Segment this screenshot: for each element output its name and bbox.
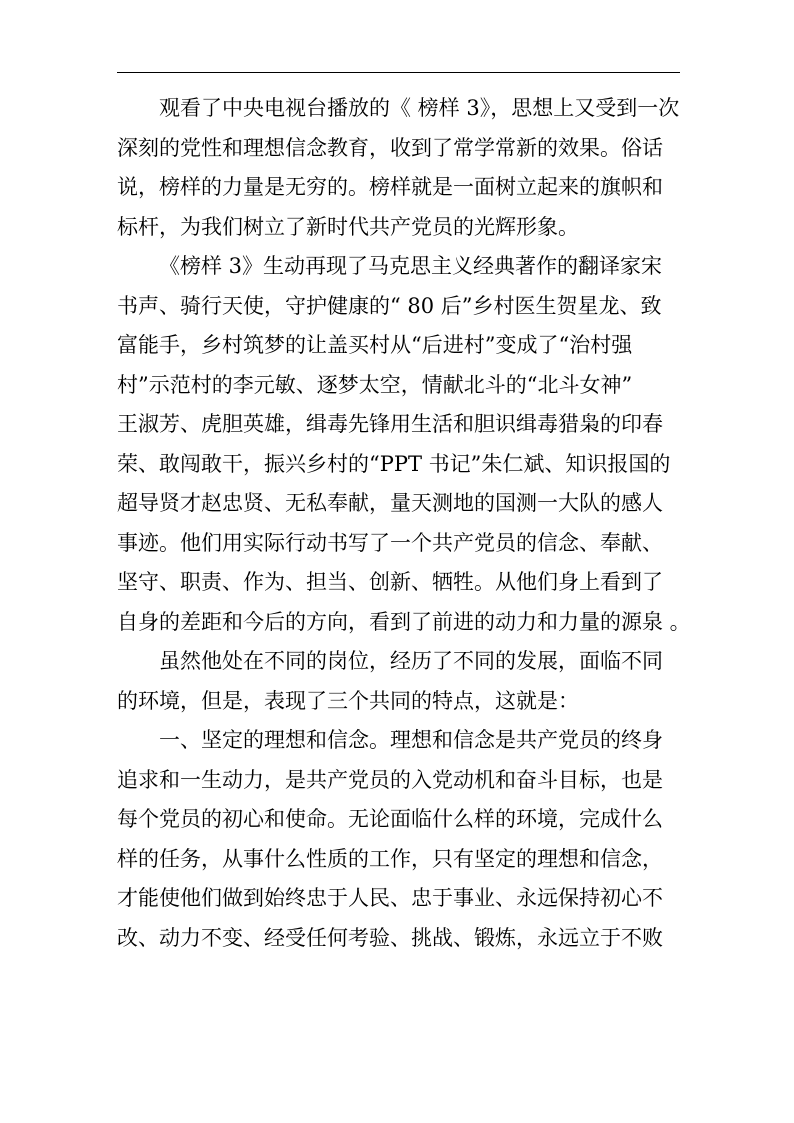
paragraph-3 (117, 642, 680, 721)
text-line: 样的任务，从事什么性质的工作，只有坚定的理想和信念， (117, 846, 663, 871)
text-line: 说，榜样的力量是无穷的。榜样就是一面树立起来的旗帜和 (117, 175, 663, 199)
text-line: 村”示范村的李元敏、逐梦太空，情献北斗的“北斗女神” (117, 372, 633, 397)
text-line: 追求和一生动力，是共产党员的入党动机和奋斗目标，也是 (117, 767, 663, 792)
text-line: 改、动力不变、经受任何考验、挑战、锻炼，永远立于不败 (117, 925, 663, 950)
text-line: 观看了中央电视台播放的《 榜样 3》，思想上又受到一次 (159, 96, 680, 120)
text-line: 才能使他们做到始终忠于人民、忠于事业、永远保持初心不 (117, 886, 663, 910)
paragraph-4 (117, 721, 680, 958)
text-line: 富能手，乡村筑梦的让盖买村从“后进村”变成了“治村强 (117, 333, 633, 357)
text-line: 的环境，但是，表现了三个共同的特点，这就是： (117, 688, 579, 713)
text-line: 标杆，为我们树立了新时代共产党员的光辉形象。 (117, 214, 579, 239)
paragraph-2 (117, 247, 691, 642)
text-line: 深刻的党性和理想信念教育，收到了常学常新的效果。俗话 (117, 135, 663, 160)
document-body (117, 89, 691, 958)
text-line: 书声、骑行天使，守护健康的“ 80 后”乡村医生贺星龙、致 (117, 293, 662, 318)
text-line: 一、坚定的理想和信念。理想和信念是共产党员的终身 (159, 728, 663, 752)
text-line: 荣、敢闯敢干，振兴乡村的“PPT 书记”朱仁斌、知识报国的 (117, 451, 671, 476)
text-line: 每个党员的初心和使命。无论面临什么样的环境，完成什么 (117, 807, 663, 831)
paragraph-1 (117, 89, 680, 247)
text-line: 超导贤才赵忠贤、无私奉献，量天测地的国测一大队的感人 (117, 491, 663, 515)
header-rule (117, 72, 680, 73)
text-line: 坚守、职责、作为、担当、创新、牺牲。从他们身上看到了 (117, 570, 663, 594)
text-line: 《榜样 3》生动再现了马克思主义经典著作的翻译家宋 (159, 254, 663, 278)
text-line: 王淑芳、虎胆英雄，缉毒先锋用生活和胆识缉毒猎枭的印春 (117, 412, 663, 436)
text-line: 自身的差距和今后的方向，看到了前进的动力和力量的源泉 。 (117, 609, 691, 634)
text-line: 虽然他处在不同的岗位，经历了不同的发展，面临不同 (159, 649, 663, 673)
text-line: 事迹。他们用实际行动书写了一个共产党员的信念、奉献、 (117, 530, 663, 555)
